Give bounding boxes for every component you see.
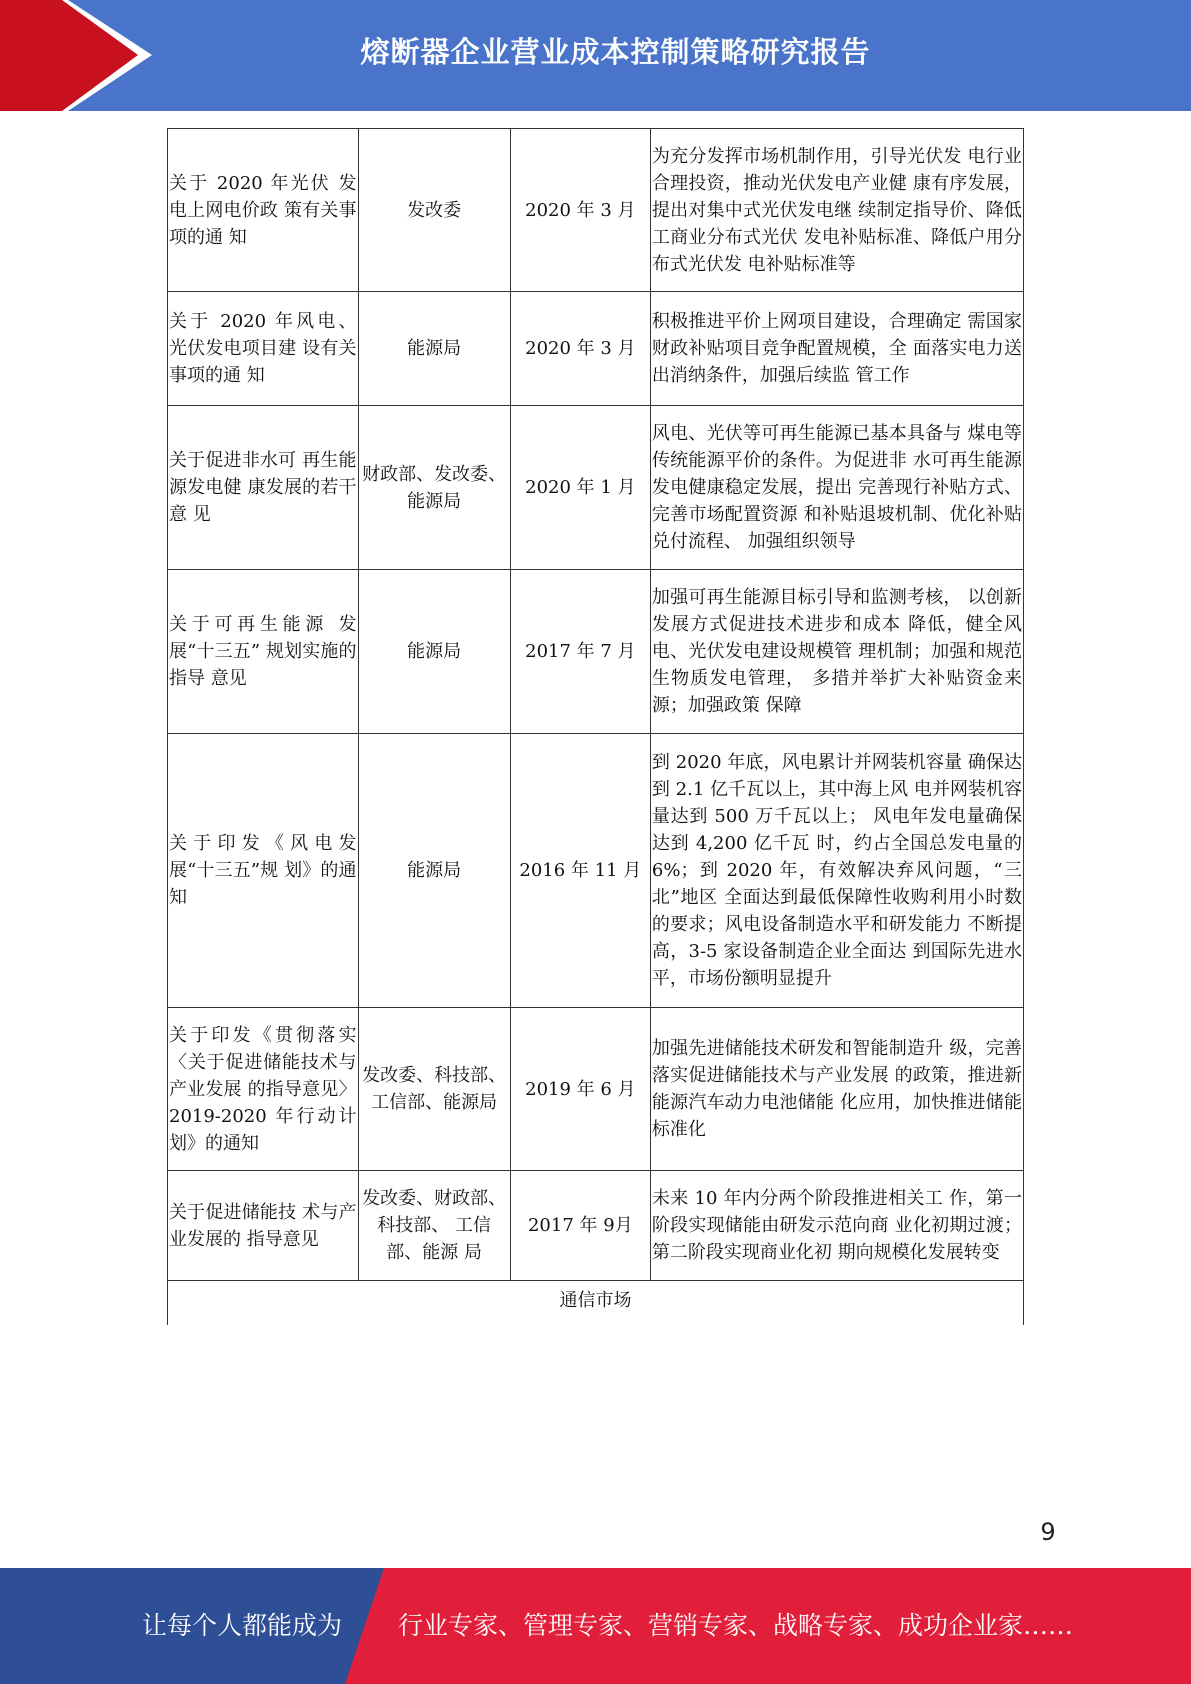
page-header [0,0,1191,111]
date-cell: 2017 年 9月 [510,1171,650,1281]
table-row [168,292,1024,406]
content-cell: 未来 10 年内分两个阶段推进相关工 作，第一阶段实现储能由研发示范向商 业化初期过渡；第二阶段实现商业化初 期向规模化发展转变 [650,1171,1023,1281]
content-cell: 为充分发挥市场机制作用，引导光伏发 电行业合理投资，推动光伏发电产业健 康有序发展，提出对集中式光伏发电继 续制定指导价、降低工商业分布式光伏 发电补贴标准、降低户用分布式光伏发 电补贴标准等 [650,129,1023,292]
department-cell: 能源局 [358,734,510,1008]
content-cell: 加强可再生能源目标引导和监测考核， 以创新发展方式促进技术进步和成本 降低，健全风电、光伏发电建设规模管 理机制；加强和规范生物质发电管理， 多措并举扩大补贴资金来源；加强政策 保障 [650,570,1023,734]
department-cell: 发改委、科技部、工信部、能源局 [358,1008,510,1171]
policy-name-cell: 关于 2020 年光伏 发电上网电价政 策有关事项的通 知 [168,129,359,292]
policy-name-cell: 关于可再生能源 发展“十三五” 规划实施的指导 意见 [168,570,359,734]
policy-table [167,128,1024,1325]
content-cell: 加强先进储能技术研发和智能制造升 级，完善落实促进储能技术与产业发展 的政策，推进新能源汽车动力电池储能 化应用，加快推进储能标准化 [650,1008,1023,1171]
content-cell: 到 2020 年底，风电累计并网装机容量 确保达到 2.1 亿千瓦以上，其中海上风 电并网装机容量达到 500 万千瓦以上； 风电年发电量确保达到 4,200 亿千瓦 时，约占全国总发电量的 6%；到 2020 年，有效解决弃风问题，“三北”地区 全面达到最低保障性收购利用小时数 的要求；风电设备制造水平和研发能力 不断提高，3-5 家设备制造企业全面达 到国际先进水平，市场份额明显提升 [650,734,1023,1008]
policy-name-cell: 关于印发《贯彻落实〈关于促进储能技术与产业发展 的指导意见〉2019-2020 年行动计划》的通知 [168,1008,359,1171]
page-footer [0,1568,1191,1684]
content-cell: 风电、光伏等可再生能源已基本具备与 煤电等传统能源平价的条件。为促进非 水可再生能源发电健康稳定发展，提出 完善现行补贴方式、完善市场配置资源 和补贴退坡机制、优化补贴兑付流程、 加强组织领导 [650,406,1023,570]
table-row [168,406,1024,570]
page-number: 9 [1040,1518,1056,1546]
date-cell: 2017 年 7 月 [510,570,650,734]
footer-slogan-right: 行业专家、管理专家、营销专家、战略专家、成功企业家…… [398,1611,1074,1640]
date-cell: 2020 年 3 月 [510,129,650,292]
department-cell: 能源局 [358,292,510,406]
policy-name-cell: 关于促进非水可 再生能源发电健 康发展的若干意 见 [168,406,359,570]
header-chevron-icon [0,0,138,111]
policy-name-cell: 关于 2020 年风电、 光伏发电项目建 设有关事项的通 知 [168,292,359,406]
date-cell: 2019 年 6 月 [510,1008,650,1171]
footer-slogan-left: 让每个人都能成为 [142,1611,343,1640]
date-cell: 2020 年 1 月 [510,406,650,570]
department-cell: 财政部、发改委、能源局 [358,406,510,570]
date-cell: 2016 年 11 月 [510,734,650,1008]
page-title: 熔断器企业营业成本控制策略研究报告 [360,34,871,69]
department-cell: 发改委 [358,129,510,292]
table-row [168,129,1024,292]
section-label: 通信市场 [168,1281,1024,1326]
department-cell: 能源局 [358,570,510,734]
date-cell: 2020 年 3 月 [510,292,650,406]
table-row [168,734,1024,1008]
department-cell: 发改委、财政部、科技部、 工信部、能源 局 [358,1171,510,1281]
policy-name-cell: 关于促进储能技 术与产业发展的 指导意见 [168,1171,359,1281]
section-row [168,1281,1024,1326]
table-row [168,570,1024,734]
table-row [168,1171,1024,1281]
content-cell: 积极推进平价上网项目建设，合理确定 需国家财政补贴项目竞争配置规模，全 面落实电力送出消纳条件，加强后续监 管工作 [650,292,1023,406]
policy-name-cell: 关于印发《风电发 展“十三五”规 划》的通知 [168,734,359,1008]
table-row [168,1008,1024,1171]
